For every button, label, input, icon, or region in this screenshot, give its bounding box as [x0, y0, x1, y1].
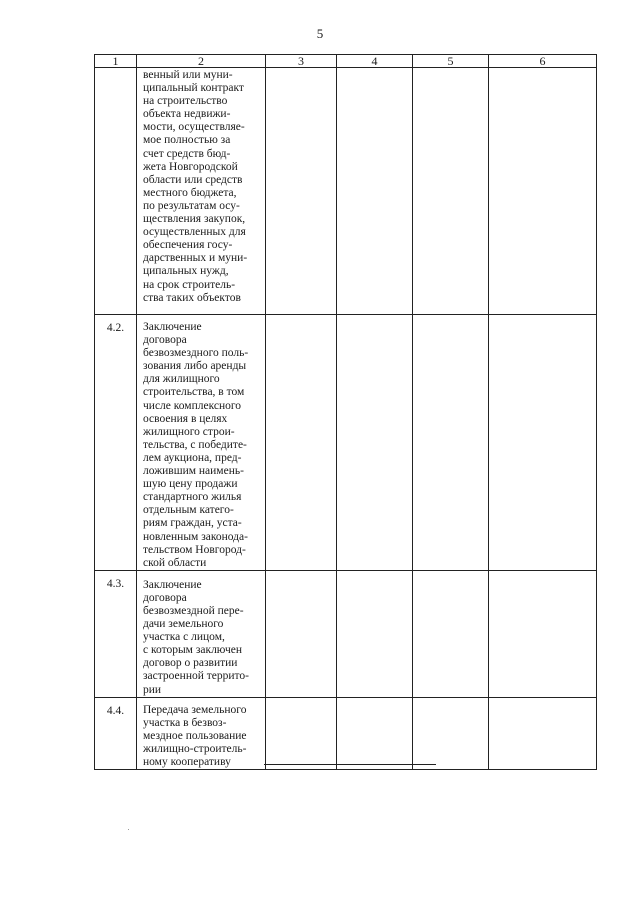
empty-cell: [413, 697, 489, 769]
empty-cell: [489, 68, 597, 315]
description-line: застроенной террито-: [143, 670, 249, 683]
table-row: [95, 68, 597, 315]
column-header: 2: [137, 55, 266, 68]
description-line: мездное пользование: [143, 729, 247, 742]
table-row: [95, 315, 597, 571]
description-line: зования либо аренды: [143, 360, 247, 373]
empty-cell: [337, 68, 413, 315]
description-line: ства таких объектов: [143, 291, 241, 304]
description-line: ному кооперативу: [143, 756, 231, 769]
description-line: дачи земельного: [143, 618, 224, 631]
description-line: счет средств бюд-: [143, 147, 231, 160]
description-line: с которым заключен: [143, 644, 243, 657]
table-row: [95, 697, 597, 769]
page-number: 5: [316, 26, 324, 41]
description-line: по результатам осу-: [143, 199, 240, 212]
column-header: 6: [489, 55, 597, 68]
description-line: рии: [143, 683, 162, 696]
empty-cell: [337, 570, 413, 697]
description-line: строительства, в том: [143, 386, 245, 399]
closing-rule: [264, 764, 436, 765]
table-header-row: [95, 55, 597, 68]
description-line: тельством Новгород-: [143, 543, 246, 556]
empty-cell: [266, 697, 337, 769]
description-line: дарственных и муни-: [143, 252, 248, 265]
column-header: 3: [266, 55, 337, 68]
empty-cell: [266, 68, 337, 315]
description-line: объекта недвижи-: [143, 108, 231, 121]
description-line: мости, осуществляе-: [143, 121, 245, 134]
scan-speck: [128, 829, 129, 830]
description-line: ципальный контракт: [143, 82, 244, 95]
column-header: 4: [337, 55, 413, 68]
description-line: шую цену продажи: [143, 478, 238, 491]
empty-cell: [489, 697, 597, 769]
description-line: осуществленных для: [143, 226, 246, 239]
description-line: участка в безвоз-: [143, 716, 227, 729]
description-line: лем аукциона, пред-: [143, 451, 242, 464]
description-line: на срок строитель-: [143, 278, 236, 291]
empty-cell: [413, 315, 489, 571]
description-line: безвозмездной пере-: [143, 604, 244, 617]
description-line: числе комплексного: [143, 399, 242, 412]
table-row: [95, 570, 597, 697]
empty-cell: [413, 570, 489, 697]
description-line: Заключение: [143, 578, 202, 591]
description-line: безвозмездного поль-: [143, 347, 249, 360]
description-line: жилищного строи-: [143, 425, 235, 438]
measures-table: [94, 54, 597, 770]
row-description: [137, 315, 266, 571]
description-line: венный или муни-: [143, 69, 233, 81]
description-line: освоения в целях: [143, 412, 228, 425]
description-line: Заключение: [143, 321, 202, 333]
row-number: [95, 68, 137, 315]
description-line: обеспечения госу-: [143, 239, 233, 252]
description-line: на строительство: [143, 95, 228, 108]
description-line: ложившим наимень-: [143, 465, 244, 478]
row-number: 4.2.: [95, 315, 137, 571]
description-line: стандартного жилья: [143, 491, 242, 504]
row-description: [137, 570, 266, 697]
description-line: области или средств: [143, 173, 243, 186]
empty-cell: [266, 570, 337, 697]
description-line: местного бюджета,: [143, 186, 237, 199]
description-line: договор о развитии: [143, 657, 238, 670]
column-header: 1: [95, 55, 137, 68]
description-line: ществления закупок,: [143, 213, 246, 226]
row-description: [137, 697, 266, 769]
description-line: ципальных нужд,: [143, 265, 229, 278]
description-line: мое полностью за: [143, 134, 231, 147]
empty-cell: [489, 570, 597, 697]
description-line: отдельным катего-: [143, 504, 234, 517]
description-line: договора: [143, 591, 187, 604]
empty-cell: [489, 315, 597, 571]
row-number: 4.3.: [95, 570, 137, 697]
row-number: 4.4.: [95, 697, 137, 769]
description-line: для жилищного: [143, 373, 220, 386]
description-line: жилищно-строитель-: [143, 743, 247, 756]
description-line: риям граждан, уста-: [143, 517, 242, 530]
empty-cell: [266, 315, 337, 571]
description-line: жета Новгородской: [143, 160, 238, 173]
column-header: 5: [413, 55, 489, 68]
description-line: договора: [143, 334, 187, 347]
description-line: Передача земельного: [143, 703, 247, 716]
empty-cell: [337, 315, 413, 571]
row-description: [137, 68, 266, 315]
description-line: ской области: [143, 556, 207, 569]
empty-cell: [337, 697, 413, 769]
description-line: тельства, с победите-: [143, 438, 247, 451]
empty-cell: [413, 68, 489, 315]
description-line: новленным законода-: [143, 530, 248, 543]
description-line: участка с лицом,: [143, 631, 225, 644]
